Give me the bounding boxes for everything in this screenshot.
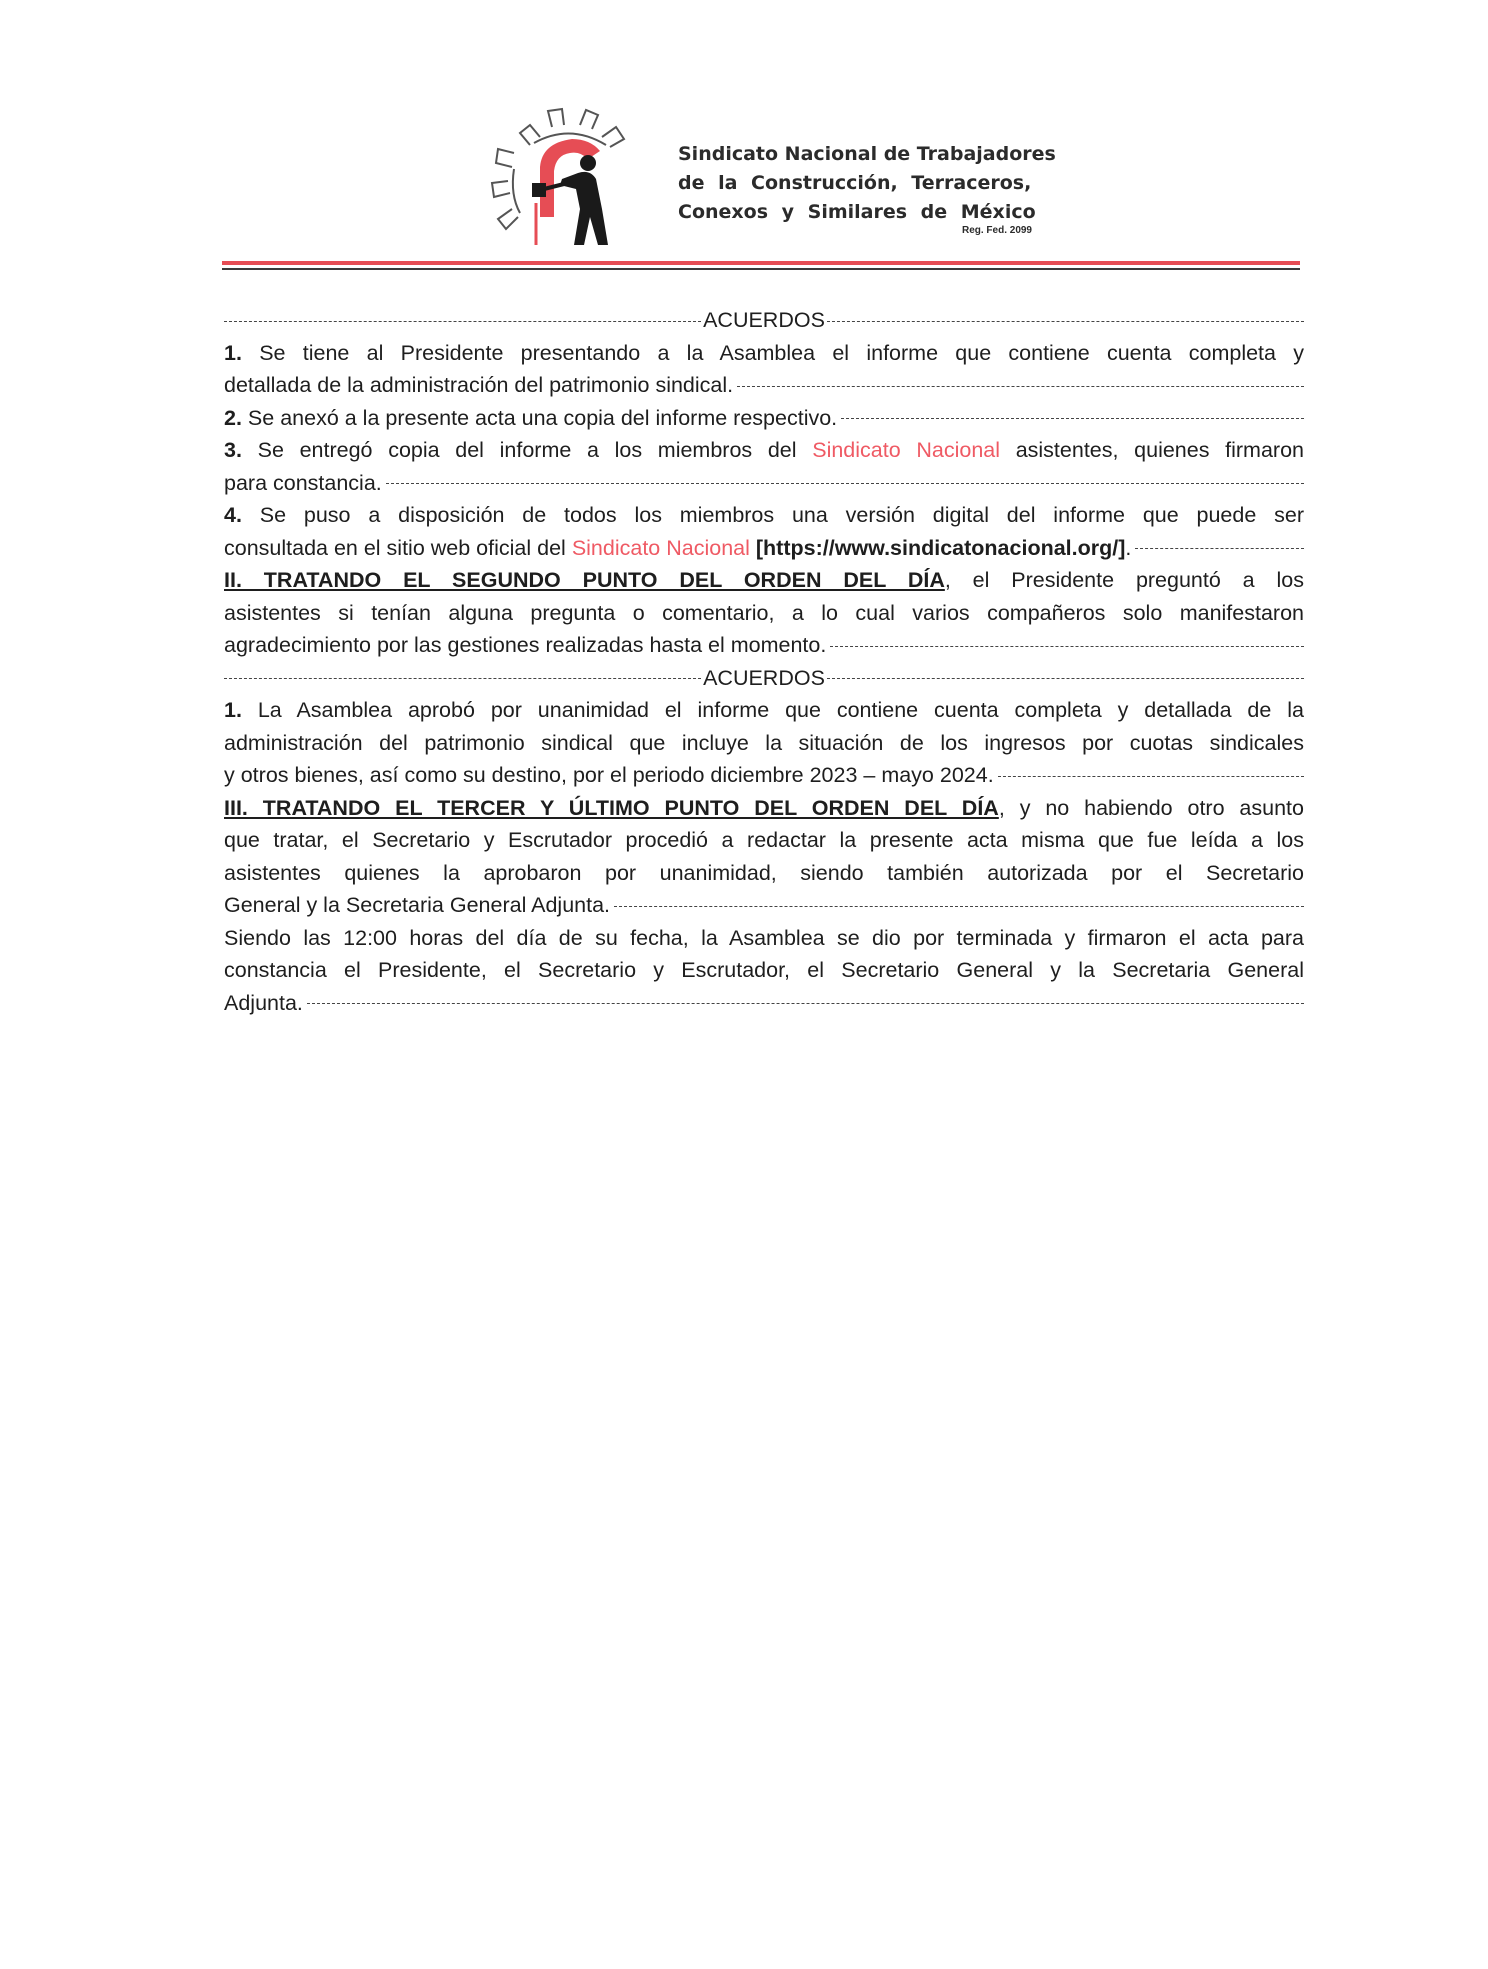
closing-line-1: Siendo las 12:00 horas del día de su fecha, la Asamblea se dio por terminada y firmaron el acta para	[224, 925, 1304, 950]
sindicato-nacional-highlight: Sindicato Nacional	[812, 438, 1001, 462]
punto-2-line-3: agradecimiento por las gestiones realizadas hasta el momento.	[224, 629, 1304, 662]
acuerdo-3-line-1: 3. Se entregó copia del informe a los miembros del Sindicato Nacional asistentes, quienes firmaron	[224, 438, 1304, 462]
punto-3-line-4: General y la Secretaria General Adjunta.	[224, 889, 1304, 922]
punto-3-line-1: III. TRATANDO EL TERCER Y ÚLTIMO PUNTO DEL ORDEN DEL DÍA, y no habiendo otro asunto	[224, 795, 1304, 820]
punto-3-heading: III. TRATANDO EL TERCER Y ÚLTIMO PUNTO DEL ORDEN DEL DÍA	[224, 795, 999, 820]
acuerdo-1-line-1: 1. Se tiene al Presidente presentando a la Asamblea el informe que contiene cuenta completa y	[224, 340, 1304, 365]
punto-3-line-2: que tratar, el Secretario y Escrutador procedió a redactar la presente acta misma que fue leída a los	[224, 828, 1304, 852]
closing-line-3: Adjunta.	[224, 987, 1304, 1020]
letterhead-rule-dark	[222, 268, 1300, 270]
acuerdo-3-line-2: para constancia.	[224, 467, 1304, 500]
org-line-3: Conexos y Similares de México	[678, 201, 1036, 223]
punto-2-line-1: II. TRATANDO EL SEGUNDO PUNTO DEL ORDEN DEL DÍA, el Presidente preguntó a los	[224, 568, 1304, 592]
org-line-2: de la Construcción, Terraceros,	[678, 172, 1032, 194]
acuerdos-heading-1-text: ACUERDOS	[703, 308, 825, 332]
acuerdo-b1-line-3: y otros bienes, así como su destino, por el periodo diciembre 2023 – mayo 2024.	[224, 759, 1304, 792]
acuerdo-1-line-2: detallada de la administración del patrimonio sindical.	[224, 369, 1304, 402]
union-logo	[490, 105, 650, 250]
sindicato-nacional-highlight: Sindicato Nacional	[571, 535, 750, 560]
punto-2-heading: II. TRATANDO EL SEGUNDO PUNTO DEL ORDEN DEL DÍA	[224, 568, 945, 592]
acuerdo-b1-line-1: 1. La Asamblea aprobó por unanimidad el informe que contiene cuenta completa y detallada de la	[224, 698, 1304, 722]
org-line-1: Sindicato Nacional de Trabajadores	[678, 143, 1056, 165]
website-url: [https://www.sindicatonacional.org/]	[755, 535, 1126, 560]
punto-2-line-2: asistentes si tenían alguna pregunta o comentario, a lo cual varios compañeros solo manifestaron	[224, 600, 1304, 625]
document-body	[224, 304, 1304, 1019]
registration-number: Reg. Fed. 2099	[961, 225, 1032, 236]
acuerdos-heading-1	[224, 304, 1304, 337]
acuerdo-4-line-1: 4. Se puso a disposición de todos los miembros una versión digital del informe que puede ser	[224, 503, 1304, 527]
closing-line-2: constancia el Presidente, el Secretario y Escrutador, el Secretario General y la Secretaria General	[224, 958, 1304, 982]
punto-3-line-3: asistentes quienes la aprobaron por unanimidad, siendo también autorizada por el Secretario	[224, 860, 1304, 885]
acuerdo-2: 2. Se anexó a la presente acta una copia del informe respectivo.	[224, 402, 1304, 435]
acuerdo-b1-line-2: administración del patrimonio sindical que incluye la situación de los ingresos por cuotas sindicales	[224, 730, 1304, 755]
organization-name	[678, 140, 1056, 236]
acuerdos-heading-2	[224, 662, 1304, 695]
acuerdo-4-line-2: consultada en el sitio web oficial del Sindicato Nacional [https://www.sindicatonacional.org/] .	[224, 532, 1304, 565]
acuerdos-heading-2-text: ACUERDOS	[703, 665, 825, 690]
letterhead-rule-red	[222, 261, 1300, 265]
